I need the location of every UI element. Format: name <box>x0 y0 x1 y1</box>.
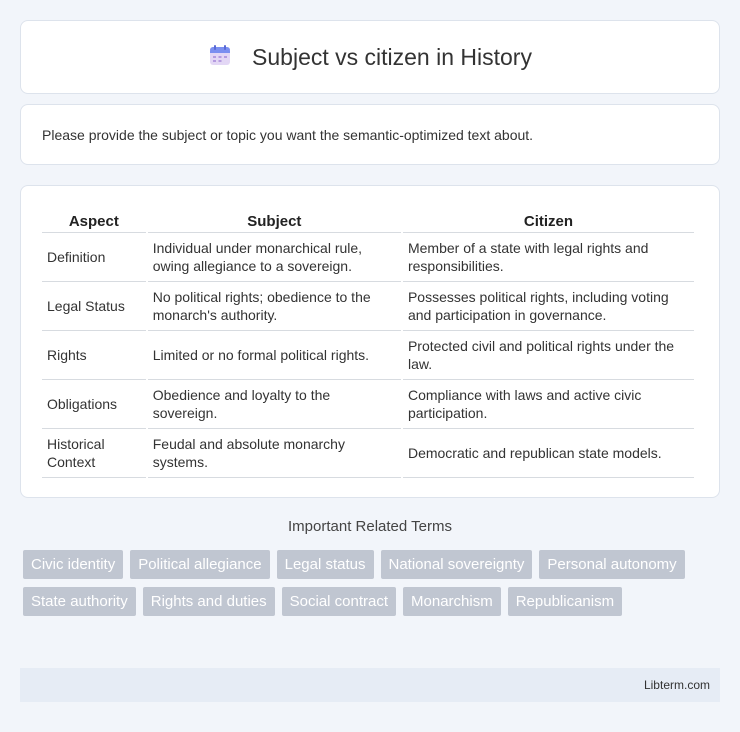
table-row <box>42 331 694 380</box>
header-aspect: Aspect <box>42 206 146 233</box>
header-subject: Subject <box>148 206 401 233</box>
cell-subject: Obedience and loyalty to the sovereign. <box>148 380 401 429</box>
cell-subject: Individual under monarchical rule, owing allegiance to a sovereign. <box>148 233 401 282</box>
tag-national-sovereignty[interactable]: National sovereignty <box>381 550 533 579</box>
calendar-icon <box>208 43 232 72</box>
header-card <box>20 20 720 94</box>
tag-civic-identity[interactable]: Civic identity <box>23 550 123 579</box>
tag-political-allegiance[interactable]: Political allegiance <box>130 550 269 579</box>
tag-social-contract[interactable]: Social contract <box>282 587 396 616</box>
cell-citizen: Protected civil and political rights under the law. <box>403 331 694 380</box>
table-header-row <box>42 206 694 233</box>
cell-aspect: Rights <box>42 331 146 380</box>
tag-republicanism[interactable]: Republicanism <box>508 587 622 616</box>
cell-aspect: Definition <box>42 233 146 282</box>
tag-legal-status[interactable]: Legal status <box>277 550 374 579</box>
related-terms-list <box>23 550 703 616</box>
cell-aspect: Legal Status <box>42 282 146 331</box>
tag-rights-and-duties[interactable]: Rights and duties <box>143 587 275 616</box>
header-citizen: Citizen <box>403 206 694 233</box>
tag-state-authority[interactable]: State authority <box>23 587 136 616</box>
table-row <box>42 429 694 478</box>
cell-citizen: Compliance with laws and active civic participation. <box>403 380 694 429</box>
comparison-table <box>40 206 696 478</box>
comparison-table-card <box>20 185 720 498</box>
tag-monarchism[interactable]: Monarchism <box>403 587 501 616</box>
intro-card <box>20 104 720 165</box>
table-row <box>42 380 694 429</box>
related-terms-title: Important Related Terms <box>288 518 452 535</box>
cell-aspect: Obligations <box>42 380 146 429</box>
table-row <box>42 233 694 282</box>
footer-site-link[interactable]: Libterm.com <box>643 678 710 692</box>
intro-text: Please provide the subject or topic you want the semantic-optimized text about. <box>42 126 534 143</box>
cell-subject: No political rights; obedience to the monarch's authority. <box>148 282 401 331</box>
cell-citizen: Possesses political rights, including voting and participation in governance. <box>403 282 694 331</box>
table-row <box>42 282 694 331</box>
cell-subject: Feudal and absolute monarchy systems. <box>148 429 401 478</box>
cell-aspect: Historical Context <box>42 429 146 478</box>
cell-subject: Limited or no formal political rights. <box>148 331 401 380</box>
footer <box>20 668 720 702</box>
tag-personal-autonomy[interactable]: Personal autonomy <box>539 550 684 579</box>
page-title: Subject vs citizen in History <box>252 43 532 70</box>
cell-citizen: Member of a state with legal rights and responsibilities. <box>403 233 694 282</box>
cell-citizen: Democratic and republican state models. <box>403 429 694 478</box>
